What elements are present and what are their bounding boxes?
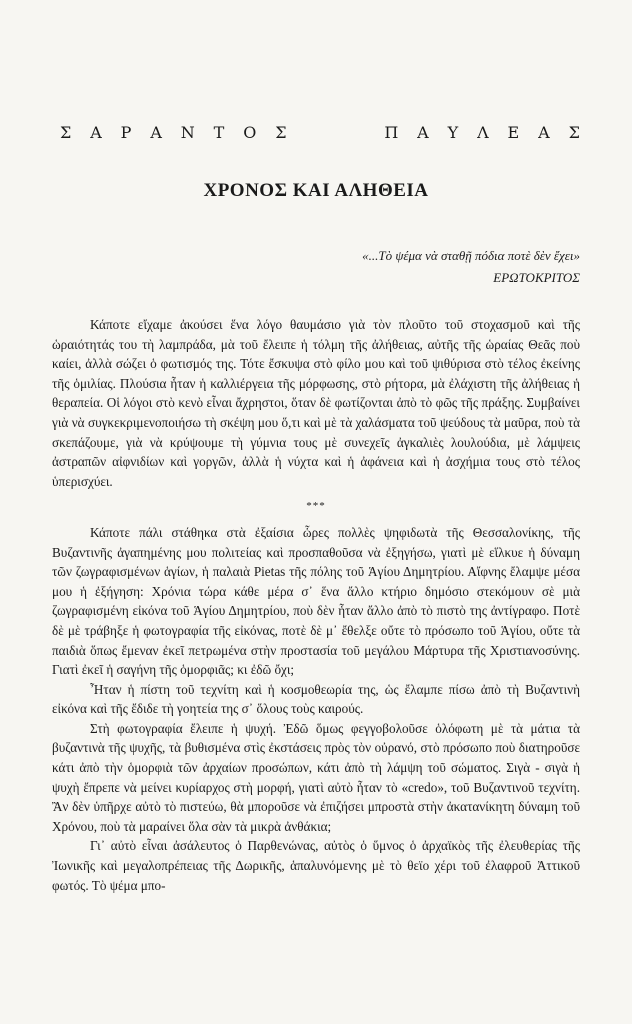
author-name (60, 123, 580, 142)
author-letter: Α (150, 123, 162, 142)
section-separator: *** (306, 500, 326, 513)
paragraph: Ἦταν ἡ πίστη τοῦ τεχνίτη καὶ ἡ κοσμοθεωρία της, ὡς ἔλαμπε πίσω ἀπὸ τὴ Βυζαντινὴ εἰκόνα καὶ τῆς ἔδιδε τὴ γοητεία της σ᾽ ὅλους τοὺς καιρούς. (52, 681, 580, 717)
author-letter: Π (384, 123, 399, 142)
author-letter: Ν (180, 123, 195, 142)
epigraph-source: ΕΡΩΤΟΚΡΙΤΟΣ (493, 270, 580, 285)
author-letter: Α (90, 123, 102, 142)
paragraph: Κάποτε πάλι στάθηκα στὰ ἐξαίσια ὧρες πολλὲς ψηφιδωτὰ τῆς Θεσσαλονίκης, τῆς Βυζαντινῆς ἀγαπημένης μου πολιτείας καὶ προσπαθοῦσα νὰ ἐξηγήσω, γιατὶ μὲ εἵλκυε ἡ δύναμη τῶν ζωγραφισμένων ἁγίων, ἡ παλαιὰ Pietas τῆς πόλης τοῦ Ἁγίου Δημητρίου. Αἴφνης ἔλαμψε μέσα μου ἡ ἐξήγηση: Χρόνια τώρα κάθε μέρα σ᾽ ἕνα ἄλλο κτήριο δημόσιο στεκόμουν σὲ μιὰ ζωγραφισμένη εἰκόνα τοῦ Ἁγίου Δημητρίου, ποὺ δὲν ἦταν ἄλλο ἀπὸ τὸ πιστὸ της ἀντίγραφο. Ποτὲ δὲ μὲ τράβηξε ἡ φωτογραφία τῆς εἰκόνας, ποτὲ δὲ μ᾽ ἔθελξε οὔτε τὸ πρόσωπο τοῦ Ἁγίου, οὔτε τὰ παιδιὰ ὅπως ἔμεναν ἐκεῖ πετρωμένα στὴν προστασία τοῦ μεγάλου Μάρτυρα τῆς Χριστιανοσύνης. Γιατὶ ἐκεῖ ἡ σαγήνη τῆς ὁμορφιᾶς; κι ἐδῶ ὄχι; (52, 524, 580, 678)
article-title: ΧΡΟΝΟΣ ΚΑΙ ΑΛΗΘΕΙΑ (203, 180, 429, 201)
author-letter: Σ (568, 123, 580, 142)
paragraph: Γι᾽ αὐτὸ εἶναι ἀσάλευτος ὁ Παρθενώνας, αὐτὸς ὁ ὕμνος ὁ ἀρχαϊκὸς τῆς ἐλευθερίας τῆς Ἰωνικῆς καὶ μεγαλοπρέπειας τῆς Δωρικῆς, ἁπαλυνόμενης μὲ τὸ θεϊο χέρι τοῦ ἐλαφροῦ Ἀττικοῦ φωτός. Τὸ ψέμα μπο- (52, 838, 580, 893)
author-letter: Λ (477, 123, 489, 142)
author-letter: Ο (243, 123, 257, 142)
author-letter: Σ (275, 123, 287, 142)
author-letter: Σ (60, 123, 72, 142)
epigraph (362, 245, 580, 289)
epigraph-quote: «...Τὸ ψέμα νὰ σταθῇ πόδια ποτὲ δὲν ἔχει» (362, 248, 580, 263)
paragraph: Στὴ φωτογραφία ἔλειπε ἡ ψυχή. Ἐδῶ ὅμως φεγγοβολοῦσε ὁλόφωτη μὲ τὰ μάτια τὰ βυζαντινὰ τῆς ψυχῆς, τὰ βυθισμένα στὶς ἐκστάσεις πρὸς τὸν οὐρανό, στὸ πρόσωπο ποὺ διατηροῦσε κάτι ἀπὸ τὴν ὁμορφιὰ τῶν ἀρχαίων προσώπων, κάτι ἀπὸ τὴ λάμψη τοῦ σώματος. Σιγὰ - σιγὰ ἡ ψυχὴ ἔπρεπε νὰ μείνει κυρίαρχος στὴ μορφή, γιατὶ αὐτὸ ἦταν τὸ «credo», τοῦ Βυζαντινοῦ τεχνίτη. Ἂν δὲν ὑπῆρχε αὐτὸ τὸ πιστεύω, θὰ μποροῦσε νὰ ἐπιζήσει μπροστὰ στὴν ἀκατανίκητη δύναμη τοῦ Χρόνου, ποὺ τὰ μαραίνει ὅλα σὰν τὰ μικρὰ ἀνθάκια; (52, 720, 580, 834)
author-letter: Ε (507, 123, 520, 142)
author-letter: Υ (447, 123, 459, 142)
author-letter: Α (417, 123, 429, 142)
author-letter: Ρ (120, 123, 132, 142)
author-name-gap (305, 123, 365, 142)
paragraph: Κάποτε εἴχαμε ἀκούσει ἕνα λόγο θαυμάσιο γιὰ τὸν πλοῦτο τοῦ στοχασμοῦ καὶ τῆς ὡραιότητάς του τὴ λαμπράδα, μὰ τοῦ ἔλειπε ἡ τόλμη τῆς ἀλήθειας, αὐτῆς τῆς ὡραίας Θεᾶς ποὺ καίει, ἀλλὰ σώζει ὁ φωτισμός της. Τότε ἔσκυψα στὸ φίλο μου καὶ τοῦ ψιθύρισα στὸ τέλος ἐκείνης τῆς ὁμιλίας. Πλούσια ἦταν ἡ καλλιέργεια τῆς μόρφωσης, στὸ ρήτορα, μὰ ἐλάχιστη τῆς ἀλήθειας ἡ θεραπεία. Οἱ λόγοι στὸ κενὸ εἶναι ἄχρηστοι, ὅταν δὲ φωτίζονται ἀπὸ τὸ φῶς τῆς πράξης. Συμβαίνει γιὰ νὰ συγκεκριμενοποιήσω τὴ σκέψη μου ὅ,τι καὶ μὲ τὰ χαλάσματα τοῦ ψεύδους τὰ μαῦρα, ποὺ τὰ σκεπάζουμε, γιὰ νὰ κρύψουμε τὴ γύμνια τους μὲ συνεχεῖς ἀγκαλιὲς λουλούδια, μὲ λάμψεις ἀστραπῶν αἰφνιδίων καὶ γοργῶν, ἀλλὰ ἡ νύχτα καὶ ἡ ἀφάνεια καὶ ἡ ἀσχήμια τους στὸ τέλος ὑπερισχύει. (52, 317, 580, 489)
article-body (52, 315, 580, 895)
author-letter: Τ (213, 123, 225, 142)
author-letter: Α (538, 123, 550, 142)
